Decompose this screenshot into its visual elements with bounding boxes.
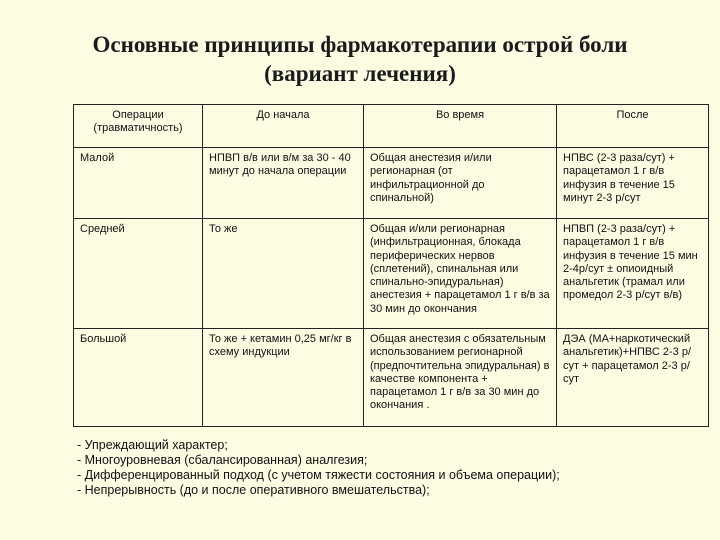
cell: НПВП (2-3 раза/сут) + парацетамол 1 г в/в инфузия в течение 15 мин 2-4р/сут ± опиоидный анальгетик (трамал или промедол 2-3 р/сут в/в): [557, 219, 709, 329]
table-row: [74, 329, 709, 427]
cell: НПВС (2-3 раза/сут) + парацетамол 1 г в/в инфузия в течение 15 минут 2-3 р/сут: [557, 148, 709, 219]
header-after: После: [557, 105, 709, 148]
cell: То же + кетамин 0,25 мг/кг в схему индукции: [203, 329, 364, 427]
list-item: - Упреждающий характер;: [77, 438, 228, 452]
cell: Большой: [74, 329, 203, 427]
cell: Средней: [74, 219, 203, 329]
cell: Общая и/или регионарная (инфильтрационная, блокада периферических нервов (сплетений), спинальная или спинально-эпидуральная) анестезия + парацетамол 1 г в/в за 30 мин до окончания: [364, 219, 557, 329]
table-row: [74, 148, 709, 219]
table-header-row: [74, 105, 709, 148]
title-line-1: Основные принципы фармакотерапии острой боли: [92, 32, 628, 57]
slide-title: [0, 30, 720, 88]
title-line-2: (вариант лечения): [264, 61, 456, 86]
list-item: - Дифференцированный подход (с учетом тяжести состояния и объема операции);: [77, 468, 560, 482]
principles-list: [77, 438, 560, 498]
cell: НПВП в/в или в/м за 30 - 40 минут до начала операции: [203, 148, 364, 219]
header-operations: Операции (травматичность): [74, 105, 203, 148]
list-item: - Многоуровневая (сбалансированная) аналгезия;: [77, 453, 368, 467]
treatment-table: [73, 104, 709, 427]
cell: ДЭА (МА+наркотический анальгетик)+НПВС 2-3 р/сут + парацетамол 2-3 р/сут: [557, 329, 709, 427]
cell: Общая анестезия и/или регионарная (от инфильтрационной до спинальной): [364, 148, 557, 219]
cell: Общая анестезия с обязательным использованием регионарной (предпочтительна эпидуральная) в качестве компонента + парацетамол 1 г в/в за 30 мин до окончания .: [364, 329, 557, 427]
header-during: Во время: [364, 105, 557, 148]
cell: Малой: [74, 148, 203, 219]
table-row: [74, 219, 709, 329]
list-item: - Непрерывность (до и после оперативного вмешательства);: [77, 483, 430, 497]
header-before: До начала: [203, 105, 364, 148]
cell: То же: [203, 219, 364, 329]
